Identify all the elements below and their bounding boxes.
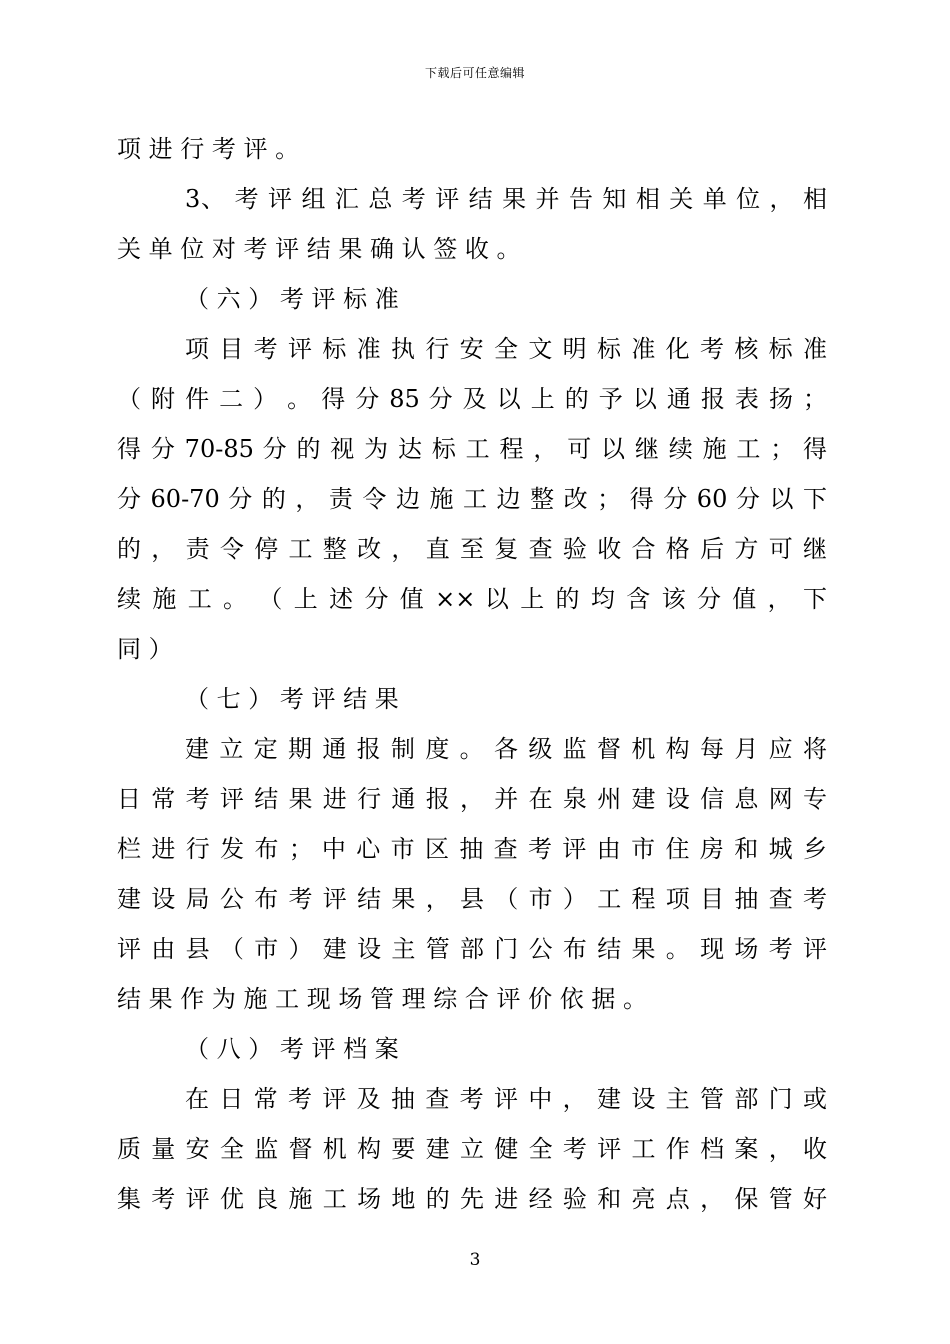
text-line: 集 考 评 优 良 施 工 场 地 的 先 进 经 验 和 亮 点 ， 保 管 好 — [117, 1185, 827, 1213]
text-line: 3、 考 评 组 汇 总 考 评 结 果 并 告 知 相 关 单 位 ， 相 — [185, 185, 827, 213]
text-line: 分 60-70 分 的 ， 责 令 边 施 工 边 整 改 ； 得 分 60 分 以 下 — [117, 485, 827, 513]
text-line: 在 日 常 考 评 及 抽 查 考 评 中 ， 建 设 主 管 部 门 或 — [185, 1085, 827, 1113]
text-line: 建 设 局 公 布 考 评 结 果 ， 县 （ 市 ） 工 程 项 目 抽 查 考 — [117, 885, 827, 913]
section-heading: （ 六 ） 考 评 标 准 — [185, 285, 399, 313]
text-line: 日 常 考 评 结 果 进 行 通 报 ， 并 在 泉 州 建 设 信 息 网 专 — [117, 785, 827, 813]
text-line: 质 量 安 全 监 督 机 构 要 建 立 健 全 考 评 工 作 档 案 ， 收 — [117, 1135, 827, 1163]
text-line: 续 施 工 。 （ 上 述 分 值 ×× 以 上 的 均 含 该 分 值 ， 下 — [117, 585, 827, 613]
text-line: 结 果 作 为 施 工 现 场 管 理 综 合 评 价 依 据 。 — [117, 985, 648, 1013]
page-header: 下载后可任意编辑 — [424, 66, 525, 80]
text-line: 栏 进 行 发 布 ； 中 心 市 区 抽 查 考 评 由 市 住 房 和 城 乡 — [117, 835, 827, 863]
text-line: 评 由 县 （ 市 ） 建 设 主 管 部 门 公 布 结 果 。 现 场 考 评 — [117, 935, 827, 963]
text-line: 项 进 行 考 评 。 — [117, 135, 300, 163]
text-line: 得 分 70-85 分 的 视 为 达 标 工 程 ， 可 以 继 续 施 工 ； 得 — [117, 435, 827, 463]
text-line: 同 ） — [117, 635, 173, 663]
text-line: 项 目 考 评 标 准 执 行 安 全 文 明 标 准 化 考 核 标 准 — [185, 335, 827, 363]
page-number: 3 — [469, 1250, 481, 1270]
text-line: （ 附 件 二 ） 。 得 分 85 分 及 以 上 的 予 以 通 报 表 扬 ； — [117, 385, 827, 413]
text-line: 关 单 位 对 考 评 结 果 确 认 签 收 。 — [117, 235, 521, 263]
text-line: 建 立 定 期 通 报 制 度 。 各 级 监 督 机 构 每 月 应 将 — [185, 735, 827, 763]
text-line: 的 ， 责 令 停 工 整 改 ， 直 至 复 查 验 收 合 格 后 方 可 继 — [117, 535, 827, 563]
section-heading: （ 七 ） 考 评 结 果 — [185, 685, 399, 713]
section-heading: （ 八 ） 考 评 档 案 — [185, 1035, 399, 1063]
